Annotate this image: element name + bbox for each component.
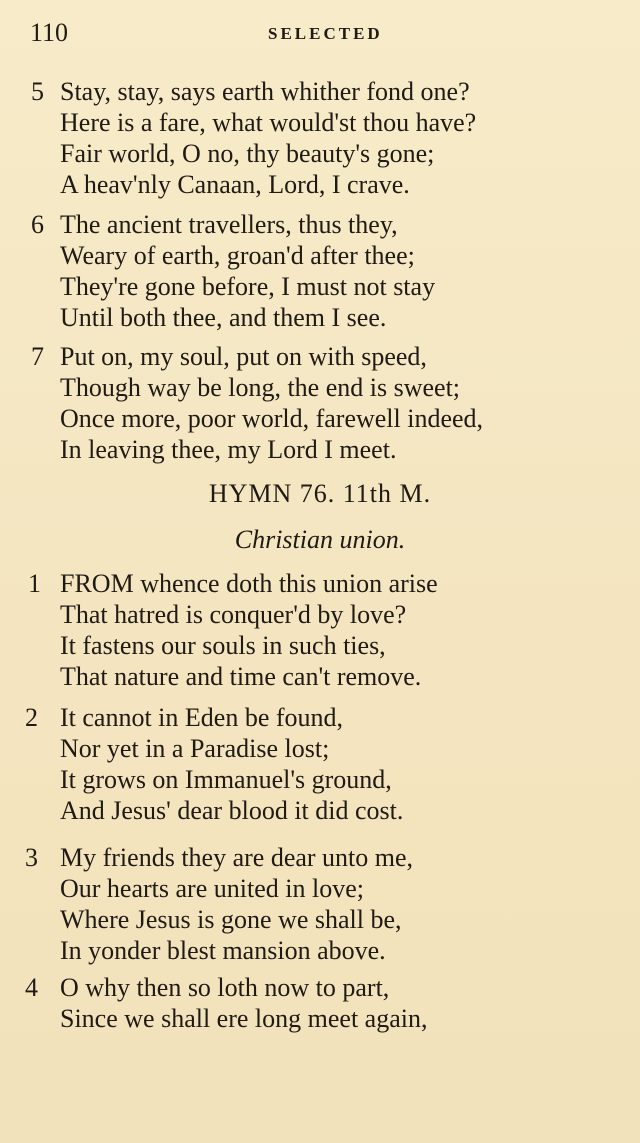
stanza-line: A heav'nly Canaan, Lord, I crave.	[60, 170, 410, 199]
stanza-line: Here is a fare, what would'st thou have?	[60, 108, 477, 137]
stanza-line: And Jesus' dear blood it did cost.	[60, 796, 404, 825]
stanza-line: It grows on Immanuel's ground,	[60, 765, 392, 794]
stanza-number: 4	[25, 973, 38, 1002]
stanza-line: It cannot in Eden be found,	[60, 703, 344, 732]
stanza-line: In yonder blest mansion above.	[60, 936, 386, 965]
stanza-line: In leaving thee, my Lord I meet.	[60, 435, 397, 464]
stanza-line: It fastens our souls in such ties,	[60, 631, 386, 660]
stanza-line: They're gone before, I must not stay	[60, 272, 436, 301]
stanza-line: FROM whence doth this union arise	[60, 569, 438, 598]
stanza-line: Our hearts are united in love;	[60, 874, 364, 903]
stanza-number: 7	[31, 342, 44, 371]
stanza-number: 6	[31, 210, 44, 239]
hymn-title: HYMN 76. 11th M.	[208, 479, 432, 508]
stanza-line: Weary of earth, groan'd after thee;	[60, 241, 415, 270]
stanza-line: That nature and time can't remove.	[60, 662, 422, 691]
stanza-line: Fair world, O no, thy beauty's gone;	[60, 139, 435, 168]
page-number: 110	[30, 18, 69, 47]
stanza-line: Once more, poor world, farewell indeed,	[60, 404, 484, 433]
stanza-line: The ancient travellers, thus they,	[60, 210, 398, 239]
stanza-number: 5	[31, 77, 44, 106]
stanza-line: Since we shall ere long meet again,	[60, 1004, 428, 1033]
stanza-line: O why then so loth now to part,	[60, 973, 390, 1002]
stanza-number: 1	[28, 569, 41, 598]
stanza-line: Nor yet in a Paradise lost;	[60, 734, 330, 763]
stanza-line: Though way be long, the end is sweet;	[60, 373, 461, 402]
stanza-line: That hatred is conquer'd by love?	[60, 600, 407, 629]
stanza-number: 3	[25, 843, 38, 872]
stanza-line: Where Jesus is gone we shall be,	[60, 905, 402, 934]
hymn-subject: Christian union.	[234, 525, 406, 554]
stanza-line: Stay, stay, says earth whither fond one?	[60, 77, 470, 106]
stanza-number: 2	[25, 703, 38, 732]
stanza-line: Until both thee, and them I see.	[60, 303, 387, 332]
running-title: SELECTED	[268, 24, 383, 43]
stanza-line: Put on, my soul, put on with speed,	[60, 342, 427, 371]
stanza-line: My friends they are dear unto me,	[60, 843, 414, 872]
